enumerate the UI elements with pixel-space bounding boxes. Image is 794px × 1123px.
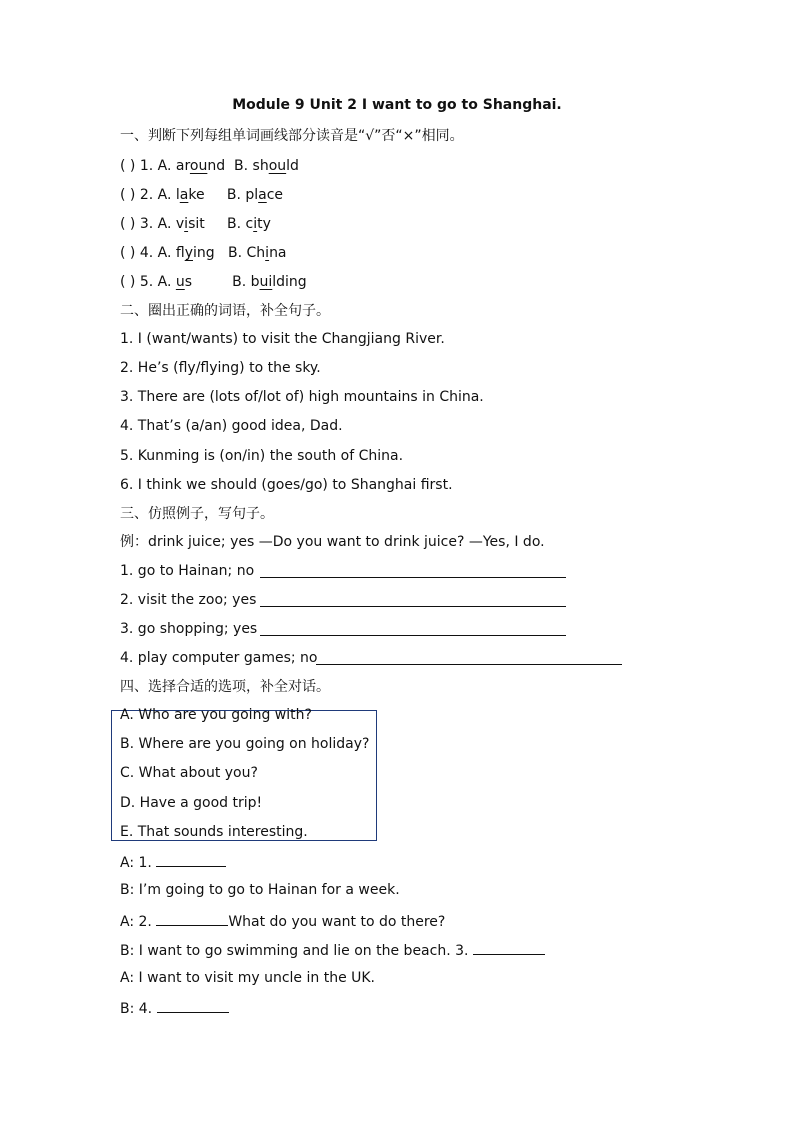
item-prefix: ( ) 1. A. <box>120 158 176 174</box>
word-a-end: sit <box>188 216 205 232</box>
phonics-item-3 <box>120 215 271 233</box>
dialogue-line-6 <box>120 998 229 1018</box>
word-b-underlined: ui <box>259 274 273 290</box>
choice-sentence-4: 4. That’s (a/an) good idea, Dad. <box>120 418 343 434</box>
phonics-item-2 <box>120 186 283 204</box>
phonics-item-4 <box>120 244 287 262</box>
word-b-underlined: ou <box>268 158 287 174</box>
word-a-underlined: a <box>179 187 189 203</box>
word-b-end: na <box>269 245 287 261</box>
word-a-start: ar <box>175 158 190 174</box>
dialogue-line-4 <box>120 940 545 960</box>
example-sentence: 例：drink juice; yes —Do you want to drink juice? —Yes, I do. <box>120 534 545 550</box>
item-prefix: ( ) 2. A. <box>120 187 176 203</box>
word-b-end: lding <box>272 274 307 290</box>
word-a-start: fl <box>175 245 185 261</box>
word-a-underlined: y <box>184 245 193 261</box>
choice-sentence-2: 2. He’s (fly/flying) to the sky. <box>120 360 321 376</box>
word-b-start: c <box>245 216 254 232</box>
word-a-end: ing <box>193 245 215 261</box>
dialogue-blank-2[interactable] <box>156 911 228 926</box>
option-b-label: B. <box>192 274 251 290</box>
dialogue-text: B: I want to go swimming and lie on the beach. 3. <box>120 943 473 959</box>
writing-prompt-1: 1. go to Hainan; no <box>120 563 255 579</box>
answer-line-3[interactable] <box>260 635 566 636</box>
option-a: A. Who are you going with? <box>120 707 312 723</box>
choice-sentence-6: 6. I think we should (goes/go) to Shanghai first. <box>120 477 453 493</box>
word-b-start: Ch <box>246 245 266 261</box>
option-d: D. Have a good trip! <box>120 795 263 811</box>
word-a-end: ke <box>188 187 205 203</box>
option-e: E. That sounds interesting. <box>120 824 308 840</box>
dialogue-blank-1[interactable] <box>156 852 226 867</box>
answer-line-1[interactable] <box>260 577 566 578</box>
option-b-label: B. <box>225 158 253 174</box>
word-b-start: b <box>250 274 260 290</box>
word-a-start: v <box>175 216 185 232</box>
dialogue-line-1 <box>120 852 226 872</box>
option-b: B. Where are you going on holiday? <box>120 736 370 752</box>
word-b-underlined: i <box>265 245 270 261</box>
word-b-start: sh <box>252 158 269 174</box>
writing-prompt-2: 2. visit the zoo; yes <box>120 592 257 608</box>
section3-heading: 三、仿照例子，写句子。 <box>120 506 274 522</box>
word-b-end: ld <box>286 158 299 174</box>
writing-prompt-4: 4. play computer games; no <box>120 650 318 666</box>
phonics-item-5 <box>120 273 307 291</box>
option-b-label: B. <box>214 245 247 261</box>
writing-prompt-3: 3. go shopping; yes <box>120 621 258 637</box>
answer-line-2[interactable] <box>260 606 566 607</box>
dialogue-speaker-text: A: 2. <box>120 914 157 930</box>
dialogue-line-2: B: I’m going to go to Hainan for a week. <box>120 882 400 898</box>
dialogue-blank-4[interactable] <box>157 998 229 1013</box>
dialogue-text: What do you want to do there? <box>228 914 446 930</box>
word-a-end: nd <box>207 158 226 174</box>
word-b-start: pl <box>245 187 259 203</box>
dialogue-blank-3[interactable] <box>473 940 545 955</box>
dialogue-speaker-text: A: 1. <box>120 855 157 871</box>
item-prefix: ( ) 4. A. <box>120 245 176 261</box>
section4-heading: 四、选择合适的选项，补全对话。 <box>120 679 330 695</box>
section1-heading: 一、判断下列每组单词画线部分读音是“√”否“×”相同。 <box>120 128 464 144</box>
option-b-label: B. <box>204 187 246 203</box>
page-title: Module 9 Unit 2 I want to go to Shanghai. <box>232 97 562 113</box>
word-a-start: l <box>175 187 180 203</box>
word-b-underlined: i <box>253 216 258 232</box>
word-b-end: ce <box>266 187 284 203</box>
phonics-item-1 <box>120 157 299 175</box>
choice-sentence-5: 5. Kunming is (on/in) the south of China. <box>120 448 404 464</box>
word-b-end: ty <box>257 216 271 232</box>
word-a-underlined: i <box>184 216 189 232</box>
word-b-underlined: a <box>258 187 267 203</box>
option-b-label: B. <box>204 216 246 232</box>
word-a-underlined: ou <box>189 158 208 174</box>
item-prefix: ( ) 3. A. <box>120 216 176 232</box>
word-a-underlined: u <box>175 274 185 290</box>
option-c: C. What about you? <box>120 765 258 781</box>
word-a-end: s <box>184 274 193 290</box>
section2-heading: 二、圈出正确的词语，补全句子。 <box>120 303 330 319</box>
dialogue-speaker-text: B: 4. <box>120 1001 157 1017</box>
dialogue-line-5: A: I want to visit my uncle in the UK. <box>120 970 376 986</box>
choice-sentence-1: 1. I (want/wants) to visit the Changjiang River. <box>120 331 445 347</box>
item-prefix: ( ) 5. A. <box>120 274 176 290</box>
answer-line-4[interactable] <box>316 664 622 665</box>
choice-sentence-3: 3. There are (lots of/lot of) high mountains in China. <box>120 389 484 405</box>
dialogue-line-3 <box>120 911 445 931</box>
